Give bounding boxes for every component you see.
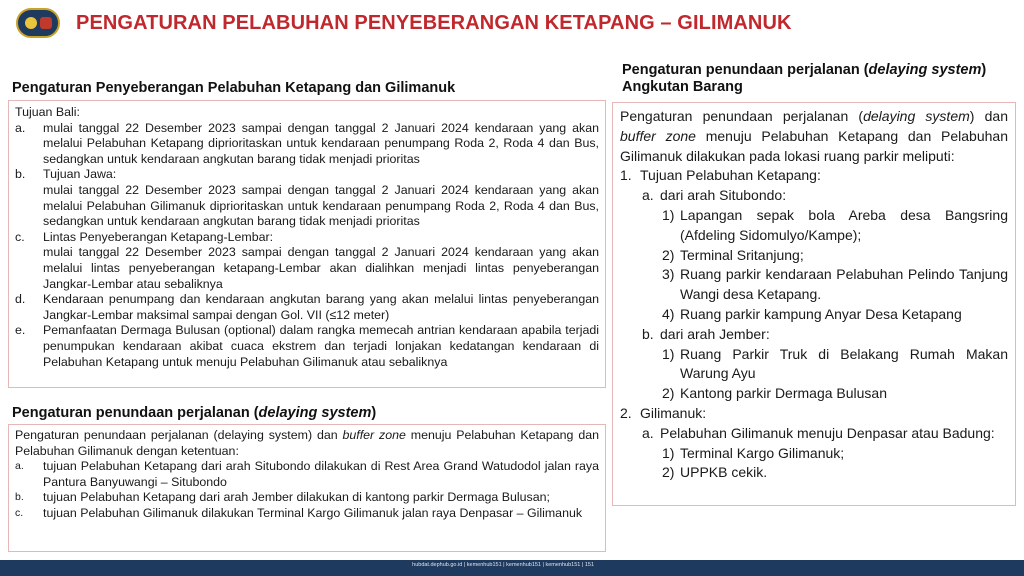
footer-bar [0,560,1024,576]
page-title: PENGATURAN PELABUHAN PENYEBERANGAN KETAPANG – GILIMANUK [76,12,792,34]
list-item: a. Pelabuhan Gilimanuk menuju Denpasar atau Badung: [642,424,995,441]
list-item: 1) Terminal Kargo Gilimanuk; [662,444,845,461]
section-heading-freight: Pengaturan penundaan perjalanan (delaying system) Angkutan Barang [622,62,987,95]
list-item: 4) Ruang parkir kampung Anyar Desa Ketapang [662,305,962,322]
list-item: a. mulai tanggal 22 Desember 2023 sampai dengan tanggal 2 Januari 2024 kendaraan yang akan melalui Pelabuhan Ketapang diprioritaskan untuk kendaraan penumpang Roda 2, Roda 4 dan Bus, sedangkan untuk kendaraan angkutan barang tidak menjadi prioritas [15,120,599,166]
intro-text: Pengaturan penundaan perjalanan (delaying system) dan buffer zone menuju Pelabuhan Ketapang dan Pelabuhan Gilimanuk dengan ketentuan: [15,428,599,458]
footer-social-text: hubdat.dephub.go.id | kemenhub151 | kemenhub151 | kemenhub151 | 151 [412,562,594,568]
list-item: a. tujuan Pelabuhan Ketapang dari arah Situbondo dilakukan di Rest Area Grand Watudodol jalan raya Pantura Banyuwangi – Situbondo [15,459,599,489]
list-item: d. Kendaraan penumpang dan kendaraan angkutan barang yang akan melalui lintas penyeberangan Jangkar-Lembar maksimal sampai dengan Gol. VII (≤12 meter) [15,292,599,322]
crossing-regulation-box [8,100,606,388]
list-item: 1) Ruang Parkir Truk di Belakang Rumah Makan Warung Ayu [662,345,1008,382]
list-item: b. dari arah Jember: [642,325,770,342]
emblem-icon [25,17,37,29]
list-item: e. Pemanfaatan Dermaga Bulusan (optional) dalam rangka memecah antrian kendaraan apabila terjadi penumpukan kendaraan akibat cuaca ekstrem dan terjadi lonjakan kedatangan kendaraan di Pelabuhan Ketapang untuk menuju Pelabuhan Gilimanuk atau sebaliknya [15,323,599,369]
list-item: b. Tujuan Jawa: [15,167,117,182]
freight-delaying-box [612,102,1016,506]
list-item: c. Lintas Penyeberangan Ketapang-Lembar: [15,229,274,244]
list-item-body: mulai tanggal 22 Desember 2023 sampai dengan tanggal 2 Januari 2024 kendaraan yang akan melalui Pelabuhan Gilimanuk diprioritaskan untuk kendaraan penumpang Roda 2, Roda 4 dan Bus, sedangkan untuk kendaraan angkutan barang tidak menjadi prioritas [43,182,599,229]
intro-text: Tujuan Bali: [15,105,80,119]
list-item: 2) Kantong parkir Dermaga Bulusan [662,385,888,402]
list-item: 1) Lapangan sepak bola Areba desa Bangsring (Afdeling Sidomulyo/Kampe); [662,206,1008,243]
list-item-body: mulai tanggal 22 Desember 2023 sampai dengan tanggal 2 Januari 2024 kendaraan yang akan melalui lintas penyeberangan ketapang-Lembar akan dialihkan menjadi lintas penyeberangan Jangkar-Lembar atau sebaliknya [43,245,599,291]
list-item: c. tujuan Pelabuhan Gilimanuk dilakukan Terminal Kargo Gilimanuk jalan raya Denpasar – Gilimanuk [15,505,583,520]
list-item: a. dari arah Situbondo: [642,187,787,204]
emblem-secondary-icon [40,17,52,29]
delaying-system-box [8,424,606,552]
list-item: 3) Ruang parkir kendaraan Pelabuhan Pelindo Tanjung Wangi desa Ketapang. [662,266,1008,303]
section-heading-delaying: Pengaturan penundaan perjalanan (delaying system) [12,405,377,421]
list-item: 2. Gilimanuk: [620,404,707,421]
section-heading-crossing: Pengaturan Penyeberangan Pelabuhan Ketapang dan Gilimanuk [12,80,456,96]
intro-text: Pengaturan penundaan perjalanan (delaying system) dan buffer zone menuju Pelabuhan Ketapang dan Pelabuhan Gilimanuk dilakukan pada lokasi ruang parkir meliputi: [620,108,1008,164]
list-item: 2) UPPKB cekik. [662,464,768,481]
list-item: b. tujuan Pelabuhan Ketapang dari arah Jember dilakukan di kantong parkir Dermaga Bulusan; [15,490,550,505]
ministry-logo [16,8,60,38]
list-item: 2) Terminal Sritanjung; [662,246,804,263]
list-item: 1. Tujuan Pelabuhan Ketapang: [620,167,821,184]
